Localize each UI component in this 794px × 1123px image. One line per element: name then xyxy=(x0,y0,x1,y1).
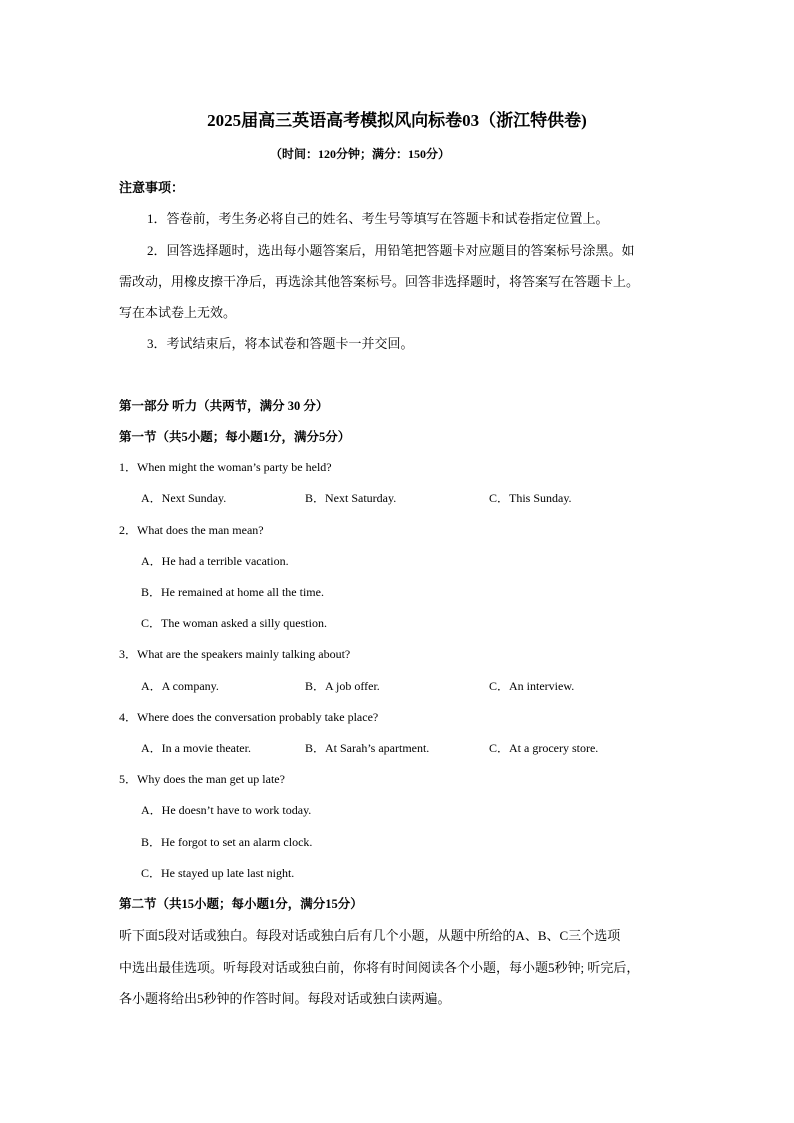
section-2-instructions-line-3: 各小题将给出5秒钟的作答时间。每段对话或独白读两遍。 xyxy=(119,991,451,1006)
page-title: 2025届高三英语高考模拟风向标卷03（浙江特供卷) xyxy=(207,111,587,130)
question-4-option-c: C．At a grocery store. xyxy=(489,741,599,755)
question-5-stem: 5．Why does the man get up late? xyxy=(119,772,285,786)
question-2-stem: 2．What does the man mean? xyxy=(119,523,264,537)
question-4-option-a: A．In a movie theater. xyxy=(141,741,251,755)
section-2-instructions-line-2: 中选出最佳选项。听每段对话或独白前，你将有时间阅读各个小题，每小题5秒钟; 听完后， xyxy=(119,960,640,975)
section-2-heading: 第二节（共15小题；每小题1分，满分15分） xyxy=(119,897,363,911)
question-3-stem: 3．What are the speakers mainly talking about? xyxy=(119,647,351,661)
notice-item-2-line-2: 需改动，用橡皮擦干净后，再选涂其他答案标号。回答非选择题时，将答案写在答题卡上。 xyxy=(119,274,640,289)
notice-item-2-line-3: 写在本试卷上无效。 xyxy=(119,305,237,320)
notice-heading: 注意事项： xyxy=(119,180,185,195)
question-2-option-a: A．He had a terrible vacation. xyxy=(141,554,289,568)
section-2-instructions-line-1: 听下面5段对话或独白。每段对话或独白后有几个小题，从题中所给的A、B、C三个选项 xyxy=(119,928,621,943)
question-2-option-c: C．The woman asked a silly question. xyxy=(141,616,327,630)
question-3-option-c: C．An interview. xyxy=(489,679,575,693)
question-3-option-a: A．A company. xyxy=(141,679,219,693)
question-5-option-b: B．He forgot to set an alarm clock. xyxy=(141,835,313,849)
question-1-option-c: C．This Sunday. xyxy=(489,491,572,505)
question-5-option-c: C．He stayed up late last night. xyxy=(141,866,295,880)
question-4-stem: 4．Where does the conversation probably take place? xyxy=(119,710,379,724)
notice-item-2-line-1: 2．回答选择题时，选出每小题答案后，用铅笔把答题卡对应题目的答案标号涂黑。如 xyxy=(147,243,635,258)
question-3-option-b: B．A job offer. xyxy=(305,679,380,693)
notice-item-3: 3．考试结束后，将本试卷和答题卡一并交回。 xyxy=(147,336,414,351)
notice-item-1: 1．答卷前，考生务必将自己的姓名、考生号等填写在答题卡和试卷指定位置上。 xyxy=(147,211,609,226)
exam-time-info: （时间：120分钟；满分：150分） xyxy=(270,147,451,161)
section-1-heading: 第一节（共5小题；每小题1分，满分5分） xyxy=(119,430,351,444)
question-5-option-a: A．He doesn’t have to work today. xyxy=(141,803,312,817)
question-4-option-b: B．At Sarah’s apartment. xyxy=(305,741,430,755)
question-1-option-a: A．Next Sunday. xyxy=(141,491,227,505)
part-1-heading: 第一部分 听力（共两节，满分 30 分） xyxy=(119,399,329,413)
question-1-option-b: B．Next Saturday. xyxy=(305,491,397,505)
question-2-option-b: B．He remained at home all the time. xyxy=(141,585,324,599)
question-1-stem: 1．When might the woman’s party be held? xyxy=(119,460,332,474)
